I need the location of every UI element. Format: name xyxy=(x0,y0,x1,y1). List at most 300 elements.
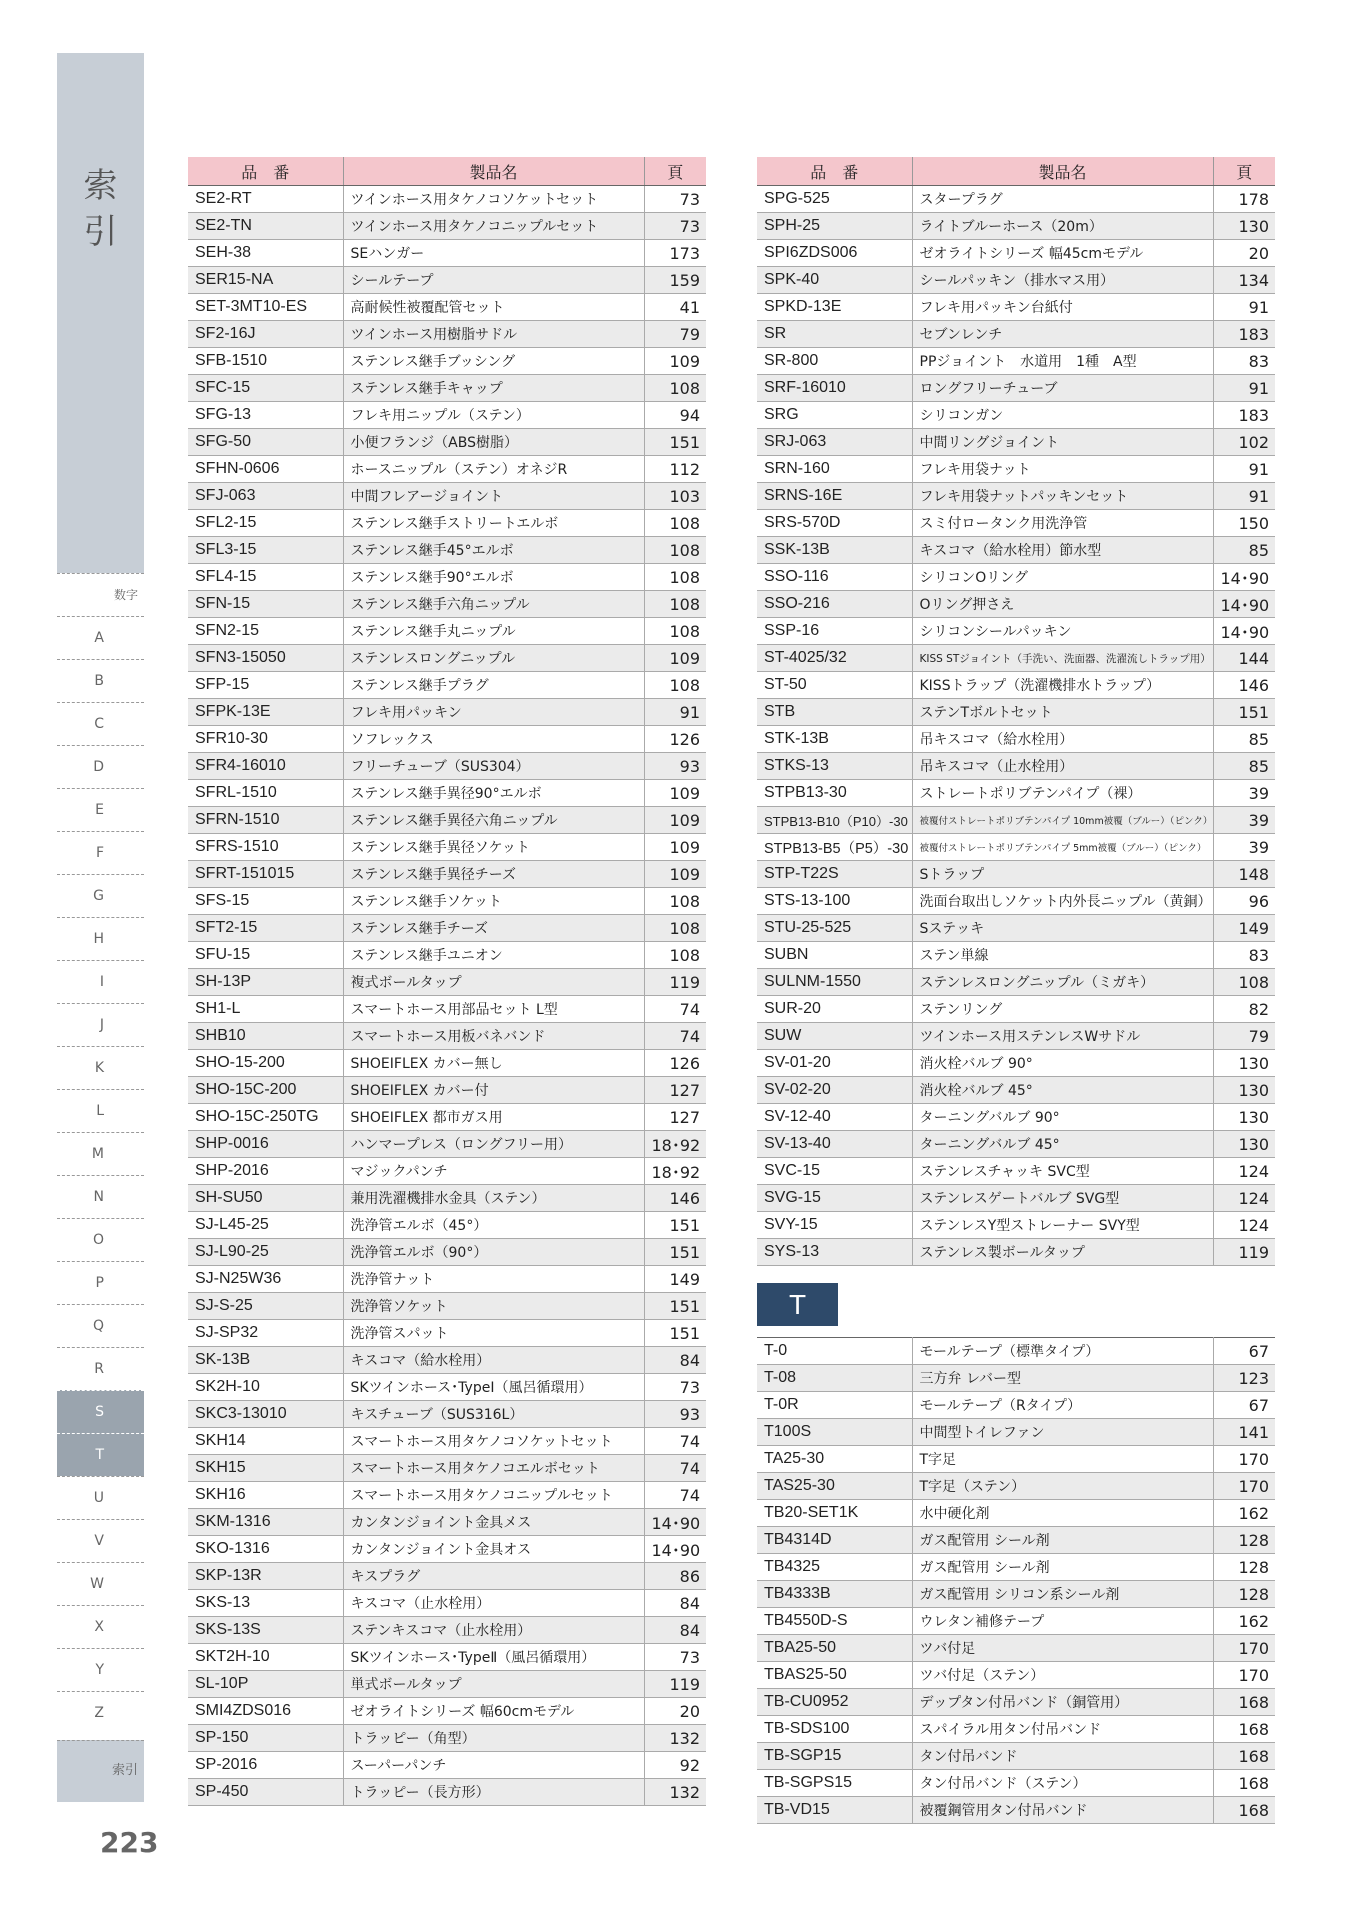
part-number: SFN3-15050 xyxy=(188,645,343,672)
part-number: SFG-50 xyxy=(188,429,343,456)
part-number: SKC3-13010 xyxy=(188,1401,343,1428)
page-ref: 119 xyxy=(1213,1239,1275,1266)
table-row xyxy=(757,969,1275,996)
part-number: SFN-15 xyxy=(188,591,343,618)
product-name: フレキ用袋ナット xyxy=(912,456,1213,483)
letter-tab-p[interactable]: P xyxy=(57,1261,144,1304)
table-row xyxy=(757,591,1275,618)
page-ref: 173 xyxy=(644,240,706,267)
product-name: 被覆付ストレートポリブテンパイプ 10mm被覆（ブルー）（ピンク） xyxy=(912,807,1213,834)
part-number: SKH15 xyxy=(188,1455,343,1482)
table-row xyxy=(757,1662,1275,1689)
page-ref: 108 xyxy=(644,375,706,402)
table-row xyxy=(188,1455,706,1482)
part-number: SFG-13 xyxy=(188,402,343,429)
part-number: SF2-16J xyxy=(188,321,343,348)
page-ref: 67 xyxy=(1213,1338,1275,1365)
page-ref: 91 xyxy=(1213,456,1275,483)
page-ref: 170 xyxy=(1213,1662,1275,1689)
table-row xyxy=(188,267,706,294)
letter-tab-i[interactable]: I xyxy=(57,960,144,1003)
part-number: SET-3MT10-ES xyxy=(188,294,343,321)
letter-tab-e[interactable]: E xyxy=(57,788,144,831)
part-number: SP-2016 xyxy=(188,1752,343,1779)
table-row xyxy=(757,240,1275,267)
table-row xyxy=(757,375,1275,402)
part-number: SHO-15C-250TG xyxy=(188,1104,343,1131)
part-number: TB4333B xyxy=(757,1581,912,1608)
page-ref: 92 xyxy=(644,1752,706,1779)
product-name: トラッピー（長方形） xyxy=(343,1779,644,1806)
page-ref: 85 xyxy=(1213,753,1275,780)
product-name: 高耐候性被覆配管セット xyxy=(343,294,644,321)
part-number: TB-SDS100 xyxy=(757,1716,912,1743)
product-name: ストレートポリブテンパイプ（裸） xyxy=(912,780,1213,807)
product-name: 中間フレアージョイント xyxy=(343,483,644,510)
product-name: ツインホース用樹脂サドル xyxy=(343,321,644,348)
part-number: SVY-15 xyxy=(757,1212,912,1239)
letter-tab-x[interactable]: X xyxy=(57,1605,144,1648)
table-row xyxy=(188,1563,706,1590)
table-row xyxy=(188,861,706,888)
page-ref: 86 xyxy=(644,1563,706,1590)
part-number: TB4550D-S xyxy=(757,1608,912,1635)
page-ref: 91 xyxy=(644,699,706,726)
letter-tab-a[interactable]: A xyxy=(57,616,144,659)
header-page: 頁 xyxy=(1213,157,1275,186)
page-ref: 109 xyxy=(644,348,706,375)
table-row xyxy=(188,1509,706,1536)
product-name: モールテープ（Rタイプ） xyxy=(912,1392,1213,1419)
product-name: ステンレス継手キャップ xyxy=(343,375,644,402)
page-ref: 149 xyxy=(644,1266,706,1293)
product-name: 兼用洗濯機排水金具（ステン） xyxy=(343,1185,644,1212)
product-name: スパイラル用タン付吊バンド xyxy=(912,1716,1213,1743)
part-number: SFP-15 xyxy=(188,672,343,699)
product-name: ステンレス継手ブッシング xyxy=(343,348,644,375)
page-ref: 168 xyxy=(1213,1743,1275,1770)
part-number: SHP-0016 xyxy=(188,1131,343,1158)
table-row xyxy=(188,618,706,645)
table-row xyxy=(757,1689,1275,1716)
letter-tab-q[interactable]: Q xyxy=(57,1304,144,1347)
letter-tab-k[interactable]: K xyxy=(57,1046,144,1089)
table-row xyxy=(757,321,1275,348)
letter-tab-z[interactable]: Z xyxy=(57,1691,144,1734)
page-ref: 85 xyxy=(1213,726,1275,753)
table-row xyxy=(188,1644,706,1671)
part-number: SSP-16 xyxy=(757,618,912,645)
header-name: 製品名 xyxy=(912,157,1213,186)
part-number: SRNS-16E xyxy=(757,483,912,510)
letter-tab-b[interactable]: B xyxy=(57,659,144,702)
table-row xyxy=(188,1212,706,1239)
table-row xyxy=(757,1527,1275,1554)
page-ref: 178 xyxy=(1213,186,1275,213)
page-ref: 14･90 xyxy=(1213,618,1275,645)
part-number: TAS25-30 xyxy=(757,1473,912,1500)
table-row xyxy=(757,537,1275,564)
table-row xyxy=(188,1077,706,1104)
page-ref: 141 xyxy=(1213,1419,1275,1446)
page-ref: 74 xyxy=(644,1455,706,1482)
part-number: SFJ-063 xyxy=(188,483,343,510)
product-name: ターニングバルブ 90° xyxy=(912,1104,1213,1131)
table-row xyxy=(188,240,706,267)
table-row xyxy=(757,1131,1275,1158)
table-row xyxy=(188,780,706,807)
table-row xyxy=(188,1671,706,1698)
page-ref: 108 xyxy=(644,888,706,915)
page-ref: 168 xyxy=(1213,1770,1275,1797)
product-name: スマートホース用部品セット L型 xyxy=(343,996,644,1023)
part-number: TB4325 xyxy=(757,1554,912,1581)
product-name: ゼオライトシリーズ 幅45cmモデル xyxy=(912,240,1213,267)
page-ref: 39 xyxy=(1213,780,1275,807)
letter-tab-v[interactable]: V xyxy=(57,1519,144,1562)
part-number: SFHN-0606 xyxy=(188,456,343,483)
product-name: ガス配管用 シール剤 xyxy=(912,1527,1213,1554)
table-row xyxy=(757,1473,1275,1500)
part-number: SFL2-15 xyxy=(188,510,343,537)
part-number: SJ-L90-25 xyxy=(188,1239,343,1266)
page-ref: 168 xyxy=(1213,1716,1275,1743)
product-name: ステンレス継手異径90°エルボ xyxy=(343,780,644,807)
page-ref: 74 xyxy=(644,1482,706,1509)
part-number: SFU-15 xyxy=(188,942,343,969)
part-number: SJ-SP32 xyxy=(188,1320,343,1347)
part-number: T-08 xyxy=(757,1365,912,1392)
table-row xyxy=(757,213,1275,240)
product-name: 中間型トイレファン xyxy=(912,1419,1213,1446)
part-number: SFRL-1510 xyxy=(188,780,343,807)
part-number: SL-10P xyxy=(188,1671,343,1698)
table-row xyxy=(188,591,706,618)
product-name: スマートホース用板バネバンド xyxy=(343,1023,644,1050)
letter-tab-l[interactable]: L xyxy=(57,1089,144,1132)
product-name: ステンレス継手丸ニップル xyxy=(343,618,644,645)
part-number: STB xyxy=(757,699,912,726)
part-number: SRS-570D xyxy=(757,510,912,537)
product-name: ガス配管用 シール剤 xyxy=(912,1554,1213,1581)
letter-tab-t[interactable]: T xyxy=(57,1433,144,1476)
part-number: ST-4025/32 xyxy=(757,645,912,672)
product-name: ソフレックス xyxy=(343,726,644,753)
part-number: SE2-TN xyxy=(188,213,343,240)
part-number: STU-25-525 xyxy=(757,915,912,942)
page-ref: 93 xyxy=(644,753,706,780)
index-table-left xyxy=(188,157,706,1806)
product-name: SHOEIFLEX 都市ガス用 xyxy=(343,1104,644,1131)
product-name: ステンキスコマ（止水栓用） xyxy=(343,1617,644,1644)
part-number: SK2H-10 xyxy=(188,1374,343,1401)
letter-index xyxy=(57,573,144,1802)
page-ref: 79 xyxy=(1213,1023,1275,1050)
table-row xyxy=(757,645,1275,672)
page-ref: 108 xyxy=(644,618,706,645)
letter-tab-index[interactable]: 索引 xyxy=(57,1740,144,1802)
part-number: SJ-L45-25 xyxy=(188,1212,343,1239)
product-name: Sトラップ xyxy=(912,861,1213,888)
product-name: ステンレス継手異径六角ニップル xyxy=(343,807,644,834)
table-row xyxy=(757,1104,1275,1131)
page-ref: 124 xyxy=(1213,1212,1275,1239)
part-number: SPI6ZDS006 xyxy=(757,240,912,267)
table-row xyxy=(188,1536,706,1563)
letter-tab-u[interactable]: U xyxy=(57,1476,144,1519)
page-ref: 151 xyxy=(644,1293,706,1320)
table-row xyxy=(188,645,706,672)
part-number: SSO-216 xyxy=(757,591,912,618)
table-row xyxy=(188,753,706,780)
table-row xyxy=(757,456,1275,483)
page-ref: 79 xyxy=(644,321,706,348)
letter-tab-y[interactable]: Y xyxy=(57,1648,144,1691)
page-ref: 14･90 xyxy=(1213,591,1275,618)
part-number: SKS-13S xyxy=(188,1617,343,1644)
page-ref: 73 xyxy=(644,186,706,213)
page-ref: 146 xyxy=(1213,672,1275,699)
product-name: ツバ付足（ステン） xyxy=(912,1662,1213,1689)
part-number: SFB-1510 xyxy=(188,348,343,375)
part-number: SFR4-16010 xyxy=(188,753,343,780)
product-name: Sステッキ xyxy=(912,915,1213,942)
product-name: シリコンガン xyxy=(912,402,1213,429)
page-ref: 151 xyxy=(644,1212,706,1239)
letter-tab-c[interactable]: C xyxy=(57,702,144,745)
part-number: SKO-1316 xyxy=(188,1536,343,1563)
page-ref: 126 xyxy=(644,726,706,753)
product-name: スタープラグ xyxy=(912,186,1213,213)
part-number: SPKD-13E xyxy=(757,294,912,321)
product-name: ターニングバルブ 45° xyxy=(912,1131,1213,1158)
page-ref: 119 xyxy=(644,969,706,996)
page-ref: 39 xyxy=(1213,807,1275,834)
product-name: ステンレス継手ユニオン xyxy=(343,942,644,969)
product-name: フレキ用パッキン xyxy=(343,699,644,726)
letter-tab-h[interactable]: H xyxy=(57,917,144,960)
page-ref: 108 xyxy=(644,591,706,618)
table-row xyxy=(188,1374,706,1401)
table-row xyxy=(188,1617,706,1644)
product-name: 洗浄管スパット xyxy=(343,1320,644,1347)
product-name: マジックパンチ xyxy=(343,1158,644,1185)
table-row xyxy=(188,456,706,483)
table-row xyxy=(757,1797,1275,1824)
letter-tab-o[interactable]: O xyxy=(57,1218,144,1261)
page-ref: 94 xyxy=(644,402,706,429)
table-row xyxy=(757,1608,1275,1635)
page-ref: 84 xyxy=(644,1617,706,1644)
part-number: SKS-13 xyxy=(188,1590,343,1617)
table-row xyxy=(757,1446,1275,1473)
part-number: SRJ-063 xyxy=(757,429,912,456)
product-name: ツバ付足 xyxy=(912,1635,1213,1662)
table-row xyxy=(757,942,1275,969)
part-number: SUW xyxy=(757,1023,912,1050)
product-name: キスコマ（給水栓用）節水型 xyxy=(912,537,1213,564)
letter-tab-g[interactable]: G xyxy=(57,874,144,917)
letter-tab-j[interactable]: J xyxy=(57,1003,144,1046)
page-ref: 74 xyxy=(644,1428,706,1455)
table-row xyxy=(188,402,706,429)
table-row xyxy=(757,834,1275,861)
table-row xyxy=(757,510,1275,537)
part-number: SE2-RT xyxy=(188,186,343,213)
product-name: ハンマープレス（ロングフリー用） xyxy=(343,1131,644,1158)
table-row xyxy=(757,1158,1275,1185)
page-ref: 109 xyxy=(644,807,706,834)
table-row xyxy=(757,1077,1275,1104)
product-name: キスコマ（止水栓用） xyxy=(343,1590,644,1617)
table-row xyxy=(188,348,706,375)
page-ref: 128 xyxy=(1213,1527,1275,1554)
page-ref: 126 xyxy=(644,1050,706,1077)
page-ref: 151 xyxy=(1213,699,1275,726)
letter-tab-d[interactable]: D xyxy=(57,745,144,788)
product-name: ステンレス継手ソケット xyxy=(343,888,644,915)
product-name: SHOEIFLEX カバー無し xyxy=(343,1050,644,1077)
table-row xyxy=(188,1428,706,1455)
table-row xyxy=(188,1401,706,1428)
part-number: TB-CU0952 xyxy=(757,1689,912,1716)
product-name: ホースニップル（ステン）オネジR xyxy=(343,456,644,483)
product-name: フレキ用パッキン台紙付 xyxy=(912,294,1213,321)
product-name: ウレタン補修テープ xyxy=(912,1608,1213,1635)
table-row xyxy=(757,618,1275,645)
letter-tab-r[interactable]: R xyxy=(57,1347,144,1390)
table-row xyxy=(757,1581,1275,1608)
table-row xyxy=(757,1743,1275,1770)
table-row xyxy=(188,1158,706,1185)
part-number: TB-SGP15 xyxy=(757,1743,912,1770)
page-ref: 20 xyxy=(644,1698,706,1725)
table-row xyxy=(188,483,706,510)
table-row xyxy=(757,429,1275,456)
product-name: ステンTボルトセット xyxy=(912,699,1213,726)
product-name: タン付吊バンド xyxy=(912,1743,1213,1770)
table-row xyxy=(188,834,706,861)
page-ref: 108 xyxy=(1213,969,1275,996)
product-name: 洗浄管ソケット xyxy=(343,1293,644,1320)
page-ref: 67 xyxy=(1213,1392,1275,1419)
product-name: ステンレス継手異径チーズ xyxy=(343,861,644,888)
part-number: SFN2-15 xyxy=(188,618,343,645)
table-row xyxy=(757,348,1275,375)
product-name: シリコンシールパッキン xyxy=(912,618,1213,645)
product-name: スマートホース用タケノコソケットセット xyxy=(343,1428,644,1455)
table-row xyxy=(188,915,706,942)
product-name: 三方弁 レバー型 xyxy=(912,1365,1213,1392)
table-row xyxy=(757,861,1275,888)
part-number: SFL4-15 xyxy=(188,564,343,591)
letter-tab-m[interactable]: M xyxy=(57,1132,144,1175)
page-ref: 108 xyxy=(644,942,706,969)
table-row xyxy=(757,1500,1275,1527)
letter-tab-digit[interactable]: 数字 xyxy=(57,573,144,616)
product-name: PPジョイント 水道用 1種 A型 xyxy=(912,348,1213,375)
part-number: SFRN-1510 xyxy=(188,807,343,834)
product-name: ステンリング xyxy=(912,996,1213,1023)
table-row xyxy=(757,753,1275,780)
product-name: ステンレス製ボールタップ xyxy=(912,1239,1213,1266)
part-number: SH-13P xyxy=(188,969,343,996)
part-number: STKS-13 xyxy=(757,753,912,780)
part-number: SV-01-20 xyxy=(757,1050,912,1077)
page-ref: 124 xyxy=(1213,1185,1275,1212)
page-ref: 127 xyxy=(644,1104,706,1131)
header-name: 製品名 xyxy=(343,157,644,186)
part-number: STK-13B xyxy=(757,726,912,753)
product-name: KISS STジョイント（手洗い、洗面器、洗濯流しトラップ用） xyxy=(912,645,1213,672)
table-row xyxy=(188,1185,706,1212)
letter-tab-w[interactable]: W xyxy=(57,1562,144,1605)
page-ref: 108 xyxy=(644,510,706,537)
part-number: ST-50 xyxy=(757,672,912,699)
table-row xyxy=(188,1293,706,1320)
table-row xyxy=(757,1770,1275,1797)
product-name: ステンレス継手チーズ xyxy=(343,915,644,942)
part-number: SFRT-151015 xyxy=(188,861,343,888)
part-number: SFC-15 xyxy=(188,375,343,402)
page-ref: 14･90 xyxy=(1213,564,1275,591)
product-name: キスコマ（給水栓用） xyxy=(343,1347,644,1374)
table-row xyxy=(188,429,706,456)
letter-tab-f[interactable]: F xyxy=(57,831,144,874)
page-ref: 149 xyxy=(1213,915,1275,942)
page-number: 223 xyxy=(100,1826,159,1859)
product-name: ガス配管用 シリコン系シール剤 xyxy=(912,1581,1213,1608)
page-ref: 83 xyxy=(1213,348,1275,375)
product-name: 中間リングジョイント xyxy=(912,429,1213,456)
product-name: ステンレスチャッキ SVC型 xyxy=(912,1158,1213,1185)
part-number: SFRS-1510 xyxy=(188,834,343,861)
header-part: 品 番 xyxy=(757,157,912,186)
table-row xyxy=(188,537,706,564)
sidebar-title: 索 引 xyxy=(83,166,118,252)
page-ref: 82 xyxy=(1213,996,1275,1023)
page-ref: 84 xyxy=(644,1590,706,1617)
page-ref: 83 xyxy=(1213,942,1275,969)
product-name: ツインホース用ステンレスWサドル xyxy=(912,1023,1213,1050)
page-ref: 108 xyxy=(644,537,706,564)
product-name: SKツインホース･TypeⅠ（風呂循環用） xyxy=(343,1374,644,1401)
letter-tab-s[interactable]: S xyxy=(57,1390,144,1433)
page-ref: 168 xyxy=(1213,1689,1275,1716)
page-ref: 85 xyxy=(1213,537,1275,564)
product-name: 吊キスコマ（止水栓用） xyxy=(912,753,1213,780)
page-ref: 93 xyxy=(644,1401,706,1428)
part-number: SPK-40 xyxy=(757,267,912,294)
product-name: スーパーパンチ xyxy=(343,1752,644,1779)
page-ref: 168 xyxy=(1213,1797,1275,1824)
page-ref: 162 xyxy=(1213,1608,1275,1635)
part-number: SUR-20 xyxy=(757,996,912,1023)
product-name: T字足（ステン） xyxy=(912,1473,1213,1500)
part-number: SJ-N25W36 xyxy=(188,1266,343,1293)
part-number: SRN-160 xyxy=(757,456,912,483)
part-number: T-0 xyxy=(757,1338,912,1365)
product-name: ステンレス継手異径ソケット xyxy=(343,834,644,861)
product-name: ステン単線 xyxy=(912,942,1213,969)
table-row xyxy=(188,726,706,753)
letter-tab-n[interactable]: N xyxy=(57,1175,144,1218)
table-row xyxy=(757,1050,1275,1077)
table-row xyxy=(188,1239,706,1266)
table-row xyxy=(188,1050,706,1077)
product-name: スミ付ロータンク用洗浄管 xyxy=(912,510,1213,537)
page-ref: 170 xyxy=(1213,1473,1275,1500)
